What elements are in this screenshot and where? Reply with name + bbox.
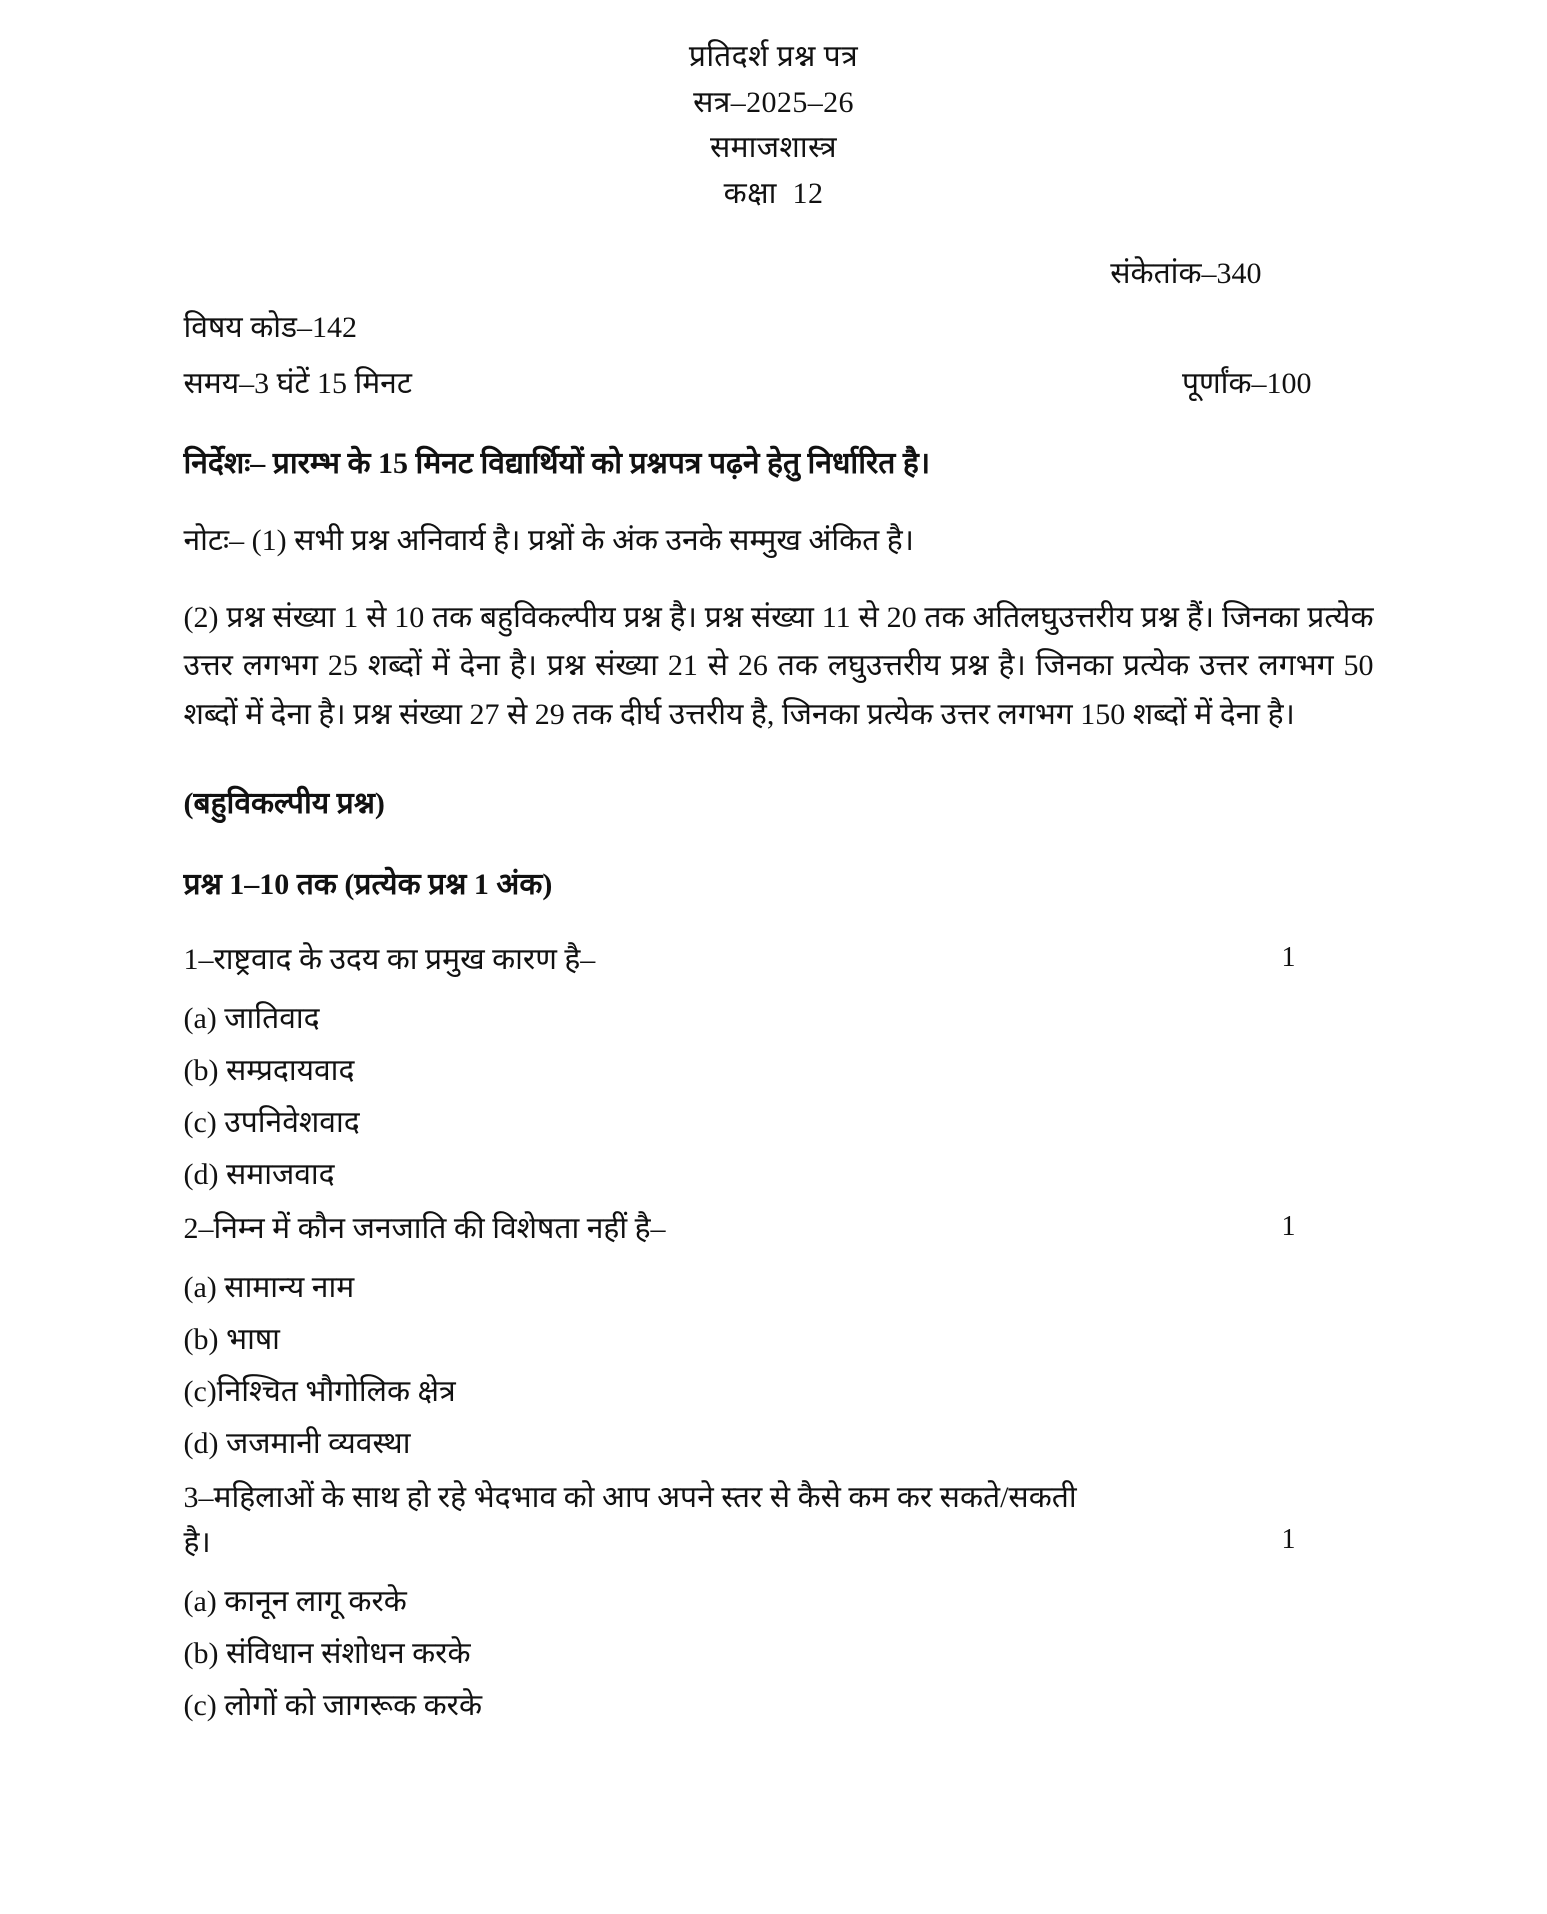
note-1: नोटः– (1) सभी प्रश्न अनिवार्य है। प्रश्नों के अंक उनके सम्मुख अंकित है। bbox=[183, 523, 915, 557]
question-1-option-a[interactable]: (a) जातिवाद bbox=[183, 1002, 320, 1036]
session-line: सत्र–2025–26 bbox=[693, 85, 854, 119]
question-2-text: 2–निम्न में कौन जनजाति की विशेषता नहीं है– bbox=[183, 1212, 666, 1246]
mcq-section-title: (बहुविकल्पीय प्रश्न) bbox=[183, 787, 385, 821]
total-marks-value: पूर्णांक–100 bbox=[1181, 367, 1312, 401]
question-3-option-b[interactable]: (b) संविधान संशोधन करके bbox=[183, 1637, 471, 1671]
question-3-text-row-2 bbox=[184, 1520, 1374, 1565]
sanketank-value: संकेतांक–340 bbox=[1110, 257, 1262, 291]
paper-type-title: प्रतिदर्श प्रश्न पत्र bbox=[688, 40, 859, 73]
question-2-marks: 1 bbox=[1281, 1211, 1296, 1243]
time-and-marks-row bbox=[174, 362, 1374, 412]
question-1-marks: 1 bbox=[1281, 942, 1296, 974]
nirdesh-instruction: निर्देशः– प्रारम्भ के 15 मिनट विद्यार्थियों को प्रश्नपत्र पढ़ने हेतु निर्धारित है। bbox=[183, 447, 931, 481]
note-2: (2) प्रश्न संख्या 1 से 10 तक बहुविकल्पीय प्रश्न है। प्रश्न संख्या 11 से 20 तक अतिलघुउत्तरीय प्रश्न हैं। जिनका प्रत्येक उत्तर लगभग 25 शब्दों में देना है। प्रश्न संख्या 21 से 26 तक लघुउत्तरीय प्रश्न है। जिनका प्रत्येक उत्तर लगभग 50 शब्दों में देना है। प्रश्न संख्या 27 से 29 तक दीर्घ उत्तरीय है, जिनका प्रत्येक उत्तर लगभग 150 शब्दों में देना है। bbox=[183, 600, 1374, 731]
question-2-option-b[interactable]: (b) भाषा bbox=[183, 1323, 280, 1357]
question-1-text: 1–राष्ट्रवाद के उदय का प्रमुख कारण है– bbox=[183, 943, 596, 977]
question-2-option-a[interactable]: (a) सामान्य नाम bbox=[183, 1271, 355, 1305]
mcq-range-heading: प्रश्न 1–10 तक (प्रत्येक प्रश्न 1 अंक) bbox=[183, 868, 553, 902]
subject-code-row bbox=[174, 306, 1374, 356]
question-1 bbox=[184, 937, 1374, 1190]
question-2-text-row bbox=[184, 1206, 1374, 1251]
question-2-option-d[interactable]: (d) जजमानी व्यवस्था bbox=[183, 1427, 411, 1461]
page-header bbox=[0, 0, 1547, 216]
question-1-option-c[interactable]: (c) उपनिवेशवाद bbox=[183, 1106, 360, 1140]
question-3-option-c[interactable]: (c) लोगों को जागरूक करके bbox=[183, 1689, 482, 1723]
question-3-marks: 1 bbox=[1281, 1524, 1296, 1556]
paper-body bbox=[174, 440, 1374, 1721]
question-3-option-a[interactable]: (a) कानून लागू करके bbox=[183, 1585, 407, 1619]
time-value: समय–3 घंटें 15 मिनट bbox=[183, 367, 412, 401]
question-3-text: 3–महिलाओं के साथ हो रहे भेदभाव को आप अपने स्तर से कैसे कम कर सकते/सकती bbox=[183, 1481, 1077, 1515]
subject-code-value: विषय कोड–142 bbox=[183, 311, 358, 345]
subject-name: समाजशास्त्र bbox=[709, 131, 838, 165]
question-3-text-row bbox=[183, 1475, 1374, 1556]
question-1-text-row bbox=[184, 937, 1374, 982]
question-3-text-continued: है। bbox=[183, 1526, 211, 1560]
sanketank-row bbox=[174, 252, 1374, 296]
question-2 bbox=[184, 1206, 1374, 1459]
class-line: कक्षा 12 bbox=[723, 176, 824, 210]
question-2-option-c[interactable]: (c)निश्चित भौगोलिक क्षेत्र bbox=[183, 1375, 456, 1409]
question-1-option-b[interactable]: (b) सम्प्रदायवाद bbox=[183, 1054, 355, 1088]
question-3 bbox=[184, 1475, 1374, 1721]
question-1-option-d[interactable]: (d) समाजवाद bbox=[183, 1158, 335, 1192]
